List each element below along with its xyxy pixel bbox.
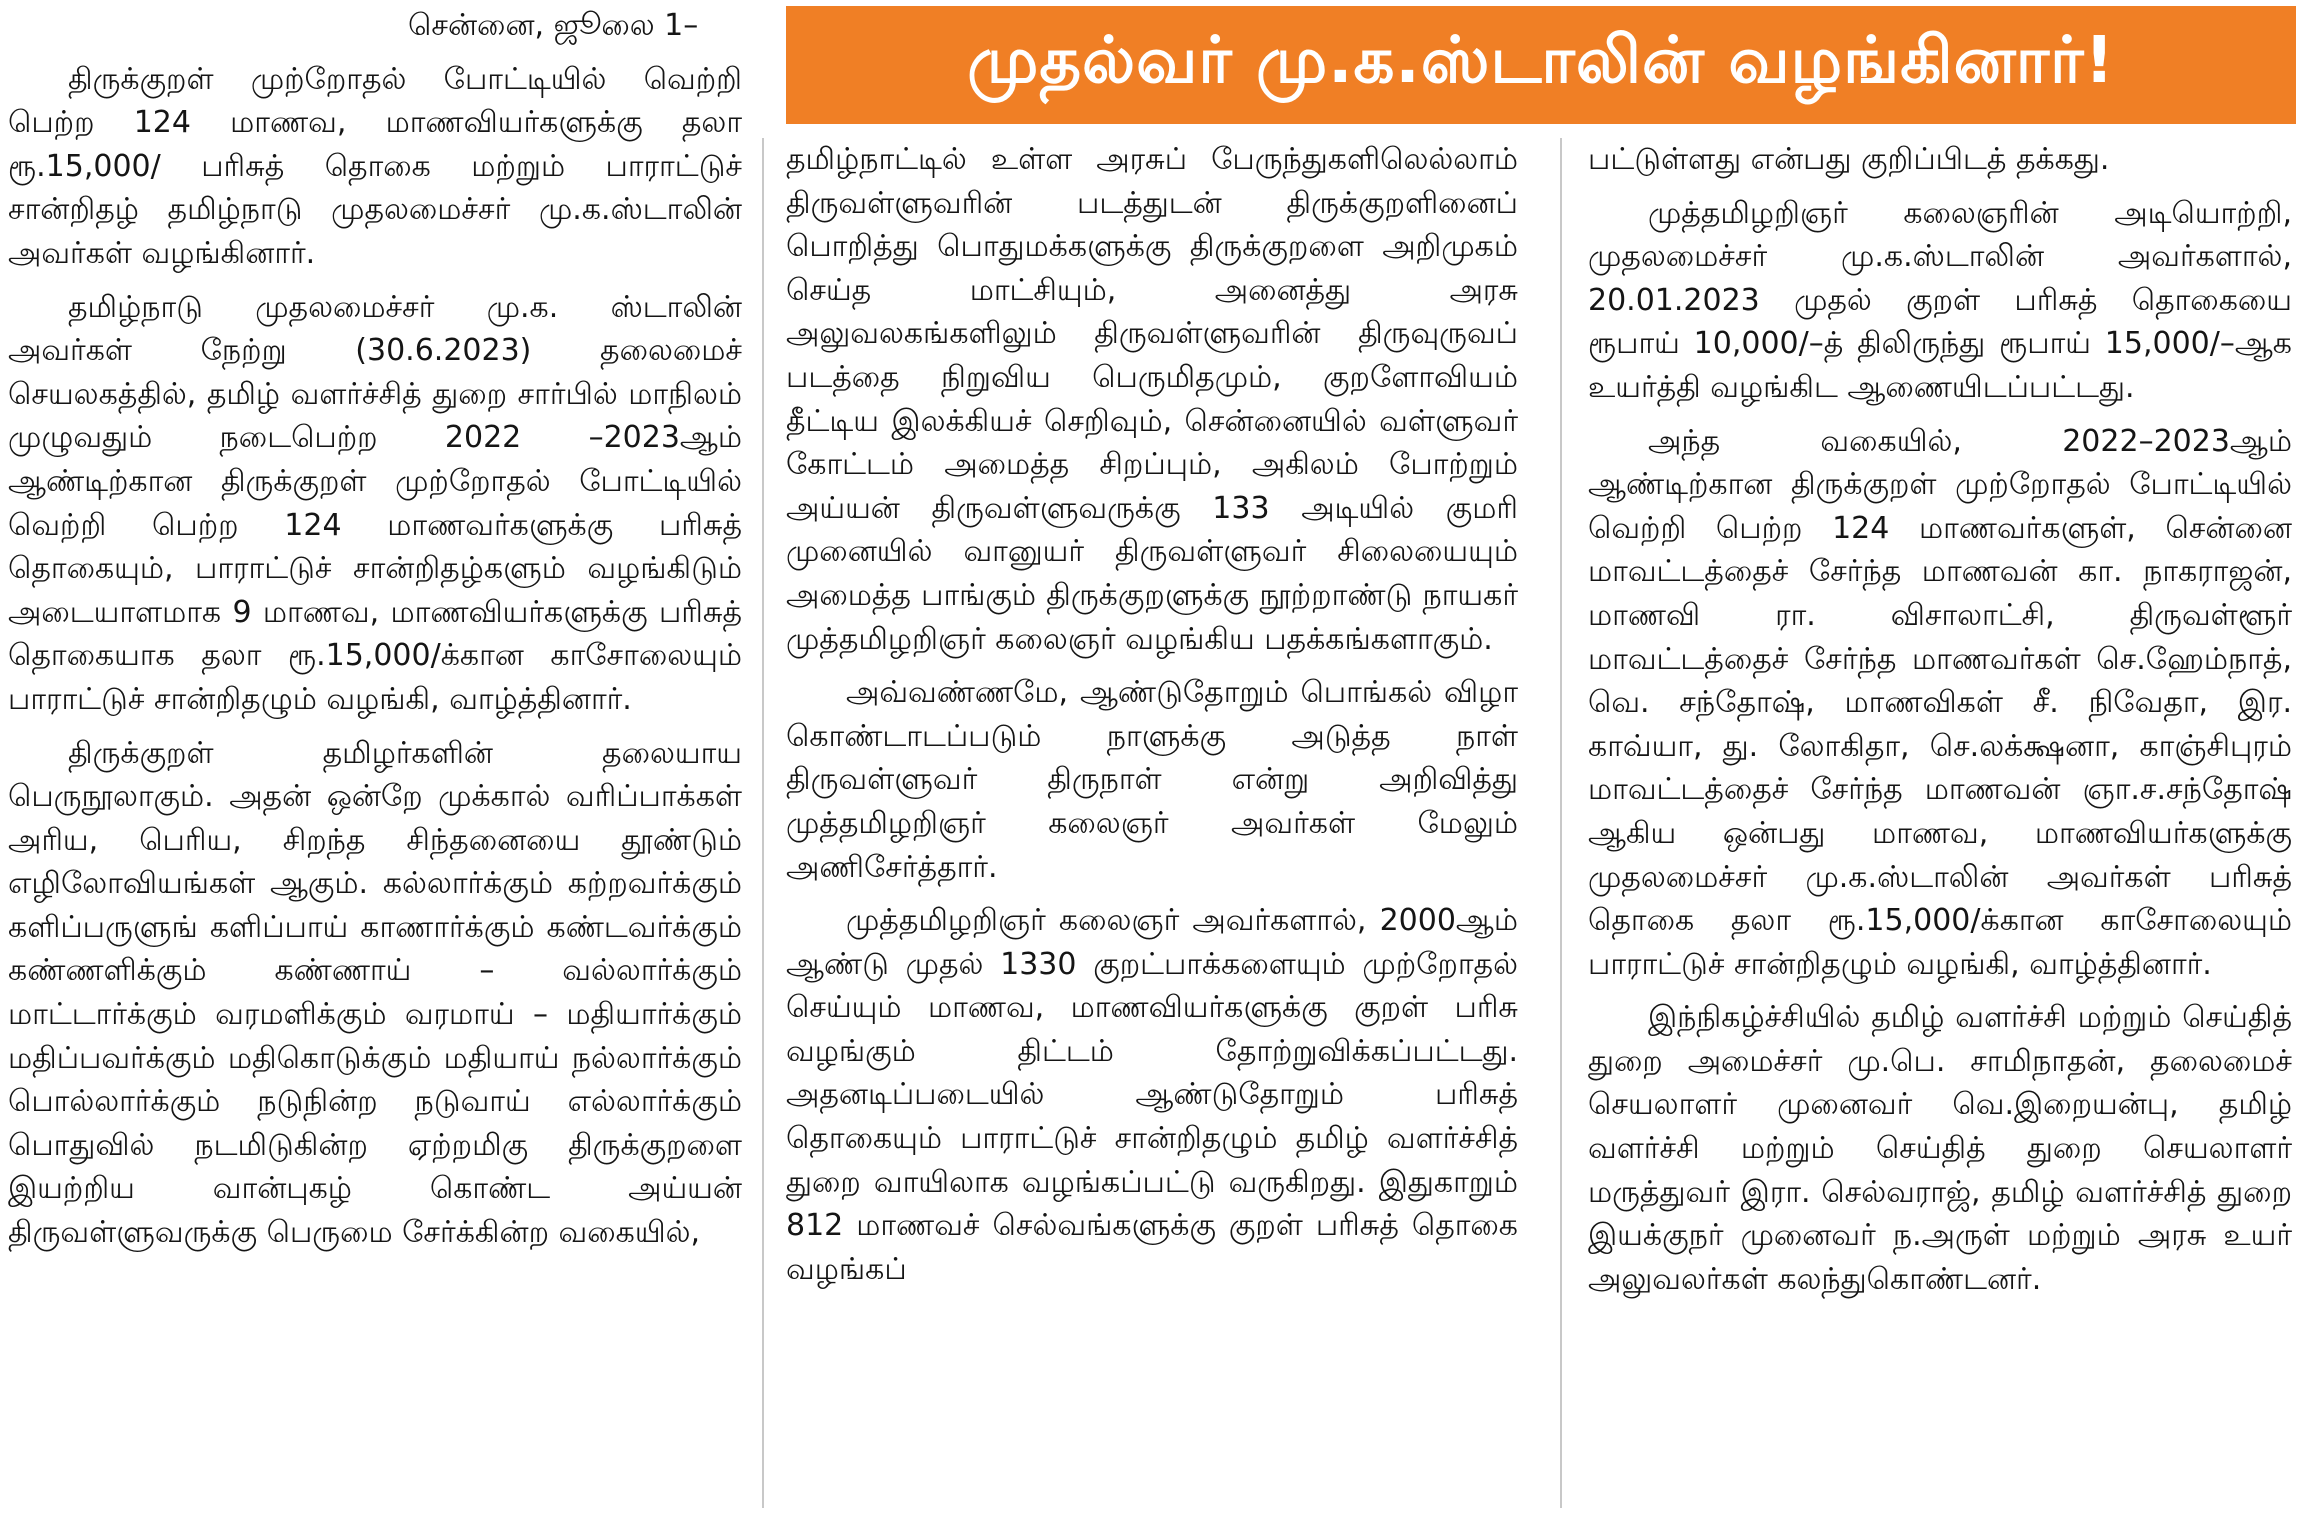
article-paragraph: முத்தமிழறிஞர் கலைஞரின் அடியொற்றி, முதலமைச்சர் மு.க.ஸ்டாலின் அவர்களால், 20.01.2023 முதல் குறள் பரிசுத் தொகையை ரூபாய் 10,000/–த் திலிருந்து ரூபாய் 15,000/–ஆக உயர்த்தி வழங்கிட ஆணையிடப்பட்டது. [1588, 195, 2292, 405]
article-paragraph: அந்த வகையில், 2022–2023ஆம் ஆண்டிற்கான திருக்குறள் முற்றோதல் போட்டியில் வெற்றி பெற்ற 124 மாணவர்களுள், சென்னை மாவட்டத்தைச் சேர்ந்த மாணவன் கா. நாகராஜன், மாணவி ரா. விசாலாட்சி, திருவள்ளூர் மாவட்டத்தைச் சேர்ந்த மாணவர்கள் செ.ஹேம்நாத், வெ. சந்தோஷ், மாணவிகள் சீ. நிவேதா, இர. காவ்யா, து. லோகிதா, செ.லக்க்ஷனா, காஞ்சிபுரம் மாவட்டத்தைச் சேர்ந்த மாணவன் ஞா.ச.சந்தோஷ் ஆகிய ஒன்பது மாணவ, மாணவியர்களுக்கு முதலமைச்சர் மு.க.ஸ்டாலின் அவர்கள் பரிசுத் தொகை தலா ரூ.15,000/க்கான காசோலையும் பாராட்டுச் சான்றிதழும் வழங்கி, வாழ்த்தினார். [1588, 423, 2292, 982]
article-paragraph: தமிழ்நாடு முதலமைச்சர் மு.க. ஸ்டாலின் அவர்கள் நேற்று (30.6.2023) தலைமைச் செயலகத்தில், தமிழ் வளர்ச்சித் துறை சார்பில் மாநிலம் முழுவதும் நடைபெற்ற 2022 –2023ஆம் ஆண்டிற்கான திருக்குறள் முற்றோதல் போட்டியில் வெற்றி பெற்ற 124 மாணவர்களுக்கு பரிசுத் தொகையும், பாராட்டுச் சான்றிதழ்களும் வழங்கிடும் அடையாளமாக 9 மாணவ, மாணவியர்களுக்கு பரிசுத் தொகையாக தலா ரூ.15,000/க்கான காசோலையும் பாராட்டுச் சான்றிதழும் வழங்கி, வாழ்த்தினார். [8, 289, 742, 717]
headline-banner [786, 6, 2296, 124]
article-paragraph: திருக்குறள் முற்றோதல் போட்டியில் வெற்றி பெற்ற 124 மாணவ, மாணவியர்களுக்கு தலா ரூ.15,000/ பரிசுத் தொகை மற்றும் பாராட்டுச் சான்றிதழ் தமிழ்நாடு முதலமைச்சர் மு.க.ஸ்டாலின் அவர்கள் வழங்கினார். [8, 61, 742, 271]
article-column-2 [786, 138, 1518, 1301]
article-paragraph: தமிழ்நாட்டில் உள்ள அரசுப் பேருந்துகளிலெல்லாம் திருவள்ளுவரின் படத்துடன் திருக்குறளினைப் பொறித்து பொதுமக்களுக்கு திருக்குறளை அறிமுகம் செய்த மாட்சியும், அனைத்து அரசு அலுவலகங்களிலும் திருவள்ளுவரின் திருவுருவப் படத்தை நிறுவிய பெருமிதமும், குறளோவியம் தீட்டிய இலக்கியச் செறிவும், சென்னையில் வள்ளுவர் கோட்டம் அமைத்த சிறப்பும், அகிலம் போற்றும் அய்யன் திருவள்ளுவருக்கு 133 அடியில் குமரி முனையில் வானுயர் திருவள்ளுவர் சிலையையும் அமைத்த பாங்கும் திருக்குறளுக்கு நூற்றாண்டு நாயகர் முத்தமிழறிஞர் கலைஞர் வழங்கிய பதக்கங்களாகும். [786, 142, 1518, 657]
article-paragraph: முத்தமிழறிஞர் கலைஞர் அவர்களால், 2000ஆம் ஆண்டு முதல் 1330 குறட்பாக்களையும் முற்றோதல் செய்யும் மாணவ, மாணவியர்களுக்கு குறள் பரிசு வழங்கும் திட்டம் தோற்றுவிக்கப்பட்டது. அதனடிப்படையில் ஆண்டுதோறும் பரிசுத் தொகையும் பாராட்டுச் சான்றிதழும் தமிழ் வளர்ச்சித் துறை வாயிலாக வழங்கப்பட்டு வருகிறது. இதுகாறும் 812 மாணவச் செல்வங்களுக்கு குறள் பரிசுத் தொகை வழங்கப் [786, 903, 1518, 1287]
column-divider [1560, 138, 1562, 1508]
article-column-3 [1588, 138, 2292, 1311]
article-paragraph: இந்நிகழ்ச்சியில் தமிழ் வளர்ச்சி மற்றும் செய்தித் துறை அமைச்சர் மு.பெ. சாமிநாதன், தலைமைச் செயலாளர் முனைவர் வெ.இறையன்பு, தமிழ் வளர்ச்சி மற்றும் செய்தித் துறை செயலாளர் மருத்துவர் இரா. செல்வராஜ், தமிழ் வளர்ச்சித் துறை இயக்குநர் முனைவர் ந.அருள் மற்றும் அரசு உயர் அலுவலர்கள் கலந்துகொண்டனர். [1588, 1000, 2292, 1297]
dateline: சென்னை, ஜூலை 1– [408, 8, 699, 43]
article-paragraph: பட்டுள்ளது என்பது குறிப்பிடத் தக்கது. [1588, 142, 2110, 177]
article-paragraph: அவ்வண்ணமே, ஆண்டுதோறும் பொங்கல் விழா கொண்டாடப்படும் நாளுக்கு அடுத்த நாள் திருவள்ளுவர் திருநாள் என்று அறிவித்து முத்தமிழறிஞர் கலைஞர் அவர்கள் மேலும் அணிசேர்த்தார். [786, 675, 1518, 885]
article-column-1 [8, 4, 742, 1265]
headline-text: முதல்வர் மு.க.ஸ்டாலின் வழங்கினார்! [967, 24, 2115, 98]
article-paragraph: திருக்குறள் தமிழர்களின் தலையாய பெருநூலாகும். அதன் ஒன்றே முக்கால் வரிப்பாக்கள் அரிய, பெரிய, சிறந்த சிந்தனையை தூண்டும் எழிலோவியங்கள் ஆகும். கல்லார்க்கும் கற்றவர்க்கும் களிப்பருளுங் களிப்பாய் காணார்க்கும் கண்டவர்க்கும் கண்ணளிக்கும் கண்ணாய் – வல்லார்க்கும் மாட்டார்க்கும் வரமளிக்கும் வரமாய் – மதியார்க்கும் மதிப்பவர்க்கும் மதிகொடுக்கும் மதியாய் நல்லார்க்கும் பொல்லார்க்கும் நடுநின்ற நடுவாய் எல்லார்க்கும் பொதுவில் நடமிடுகின்ற ஏற்றமிகு திருக்குறளை இயற்றிய வான்புகழ் கொண்ட அய்யன் திருவள்ளுவருக்கு பெருமை சேர்க்கின்ற வகையில், [8, 735, 742, 1251]
column-divider [762, 138, 764, 1508]
